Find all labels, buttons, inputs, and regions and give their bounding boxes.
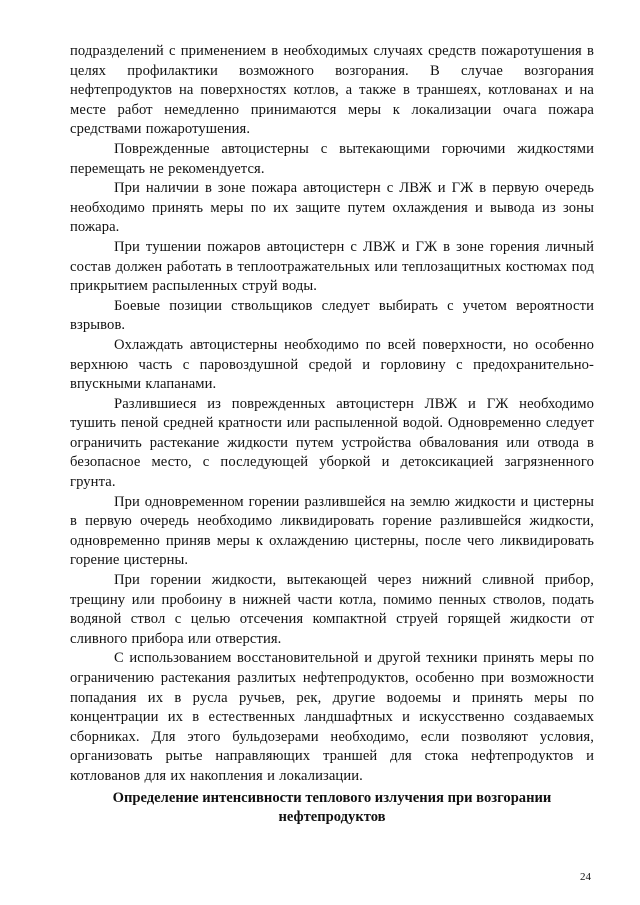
section-heading: Определение интенсивности теплового излучения при возгорании нефтепродуктов	[112, 789, 552, 826]
paragraph-8: При одновременном горении разлившейся на землю жидкости и цистерны в первую очередь необходимо ликвидировать горение разлившейся жидкости, одновременно приняв меры к охлаждению цистерны, после чего ликвидировать горение цистерны.	[70, 493, 594, 569]
paragraph-1: подразделений с применением в необходимых случаях средств пожаротушения в целях профилактики возможного возгорания. В случае возгорания нефтепродуктов на поверхностях котлов, а также в траншеях, котлованах и на месте работ немедленно принимаются меры к локализации очага пожара средствами пожаротушения.	[70, 43, 594, 138]
paragraph-2: Поврежденные автоцистерны с вытекающими горючими жидкостями перемещать не рекомендуется.	[70, 140, 594, 177]
paragraph-7: Разлившиеся из поврежденных автоцистерн ЛВЖ и ГЖ необходимо тушить пеной средней кратности или распыленной водой. Одновременно следует ограничить растекание жидкости путем устройства обвалования или отвода в безопасное место, с последующей уборкой и детоксикацией загрязненного грунта.	[70, 395, 594, 491]
page-number: 24	[580, 871, 591, 883]
paragraph-6: Охлаждать автоцистерны необходимо по всей поверхности, но особенно верхнюю часть с паровоздушной средой и горловину с предохранительно-впускными клапанами.	[70, 336, 594, 393]
paragraph-10: С использованием восстановительной и другой техники принять меры по ограничению растекания разлитых нефтепродуктов, особенно при возможности попадания их в русла ручьев, рек, другие водоемы и принять меры по концентрации их в естественных ландшафтных и искусственно создаваемых сборниках. Для этого бульдозерами необходимо, если позволяют условия, организовать рытье направляющих траншей для стока нефтепродуктов и котлованов для их накопления и локализации.	[70, 650, 594, 784]
text-body	[70, 42, 594, 828]
paragraph-4: При тушении пожаров автоцистерн с ЛВЖ и ГЖ в зоне горения личный состав должен работать в теплоотражательных или теплозащитных костюмах под прикрытием распыленных струй воды.	[70, 238, 594, 295]
paragraph-9: При горении жидкости, вытекающей через нижний сливной прибор, трещину или пробоину в нижней части котла, помимо пенных стволов, подать водяной ствол с целью отсечения компактной струей горящей жидкости от сливного прибора или отверстия.	[70, 572, 594, 647]
paragraph-5: Боевые позиции ствольщиков следует выбирать с учетом вероятности взрывов.	[70, 297, 594, 334]
paragraph-3: При наличии в зоне пожара автоцистерн с ЛВЖ и ГЖ в первую очередь необходимо принять меры по их защите путем охлаждения и вывода из зоны пожара.	[70, 180, 594, 236]
